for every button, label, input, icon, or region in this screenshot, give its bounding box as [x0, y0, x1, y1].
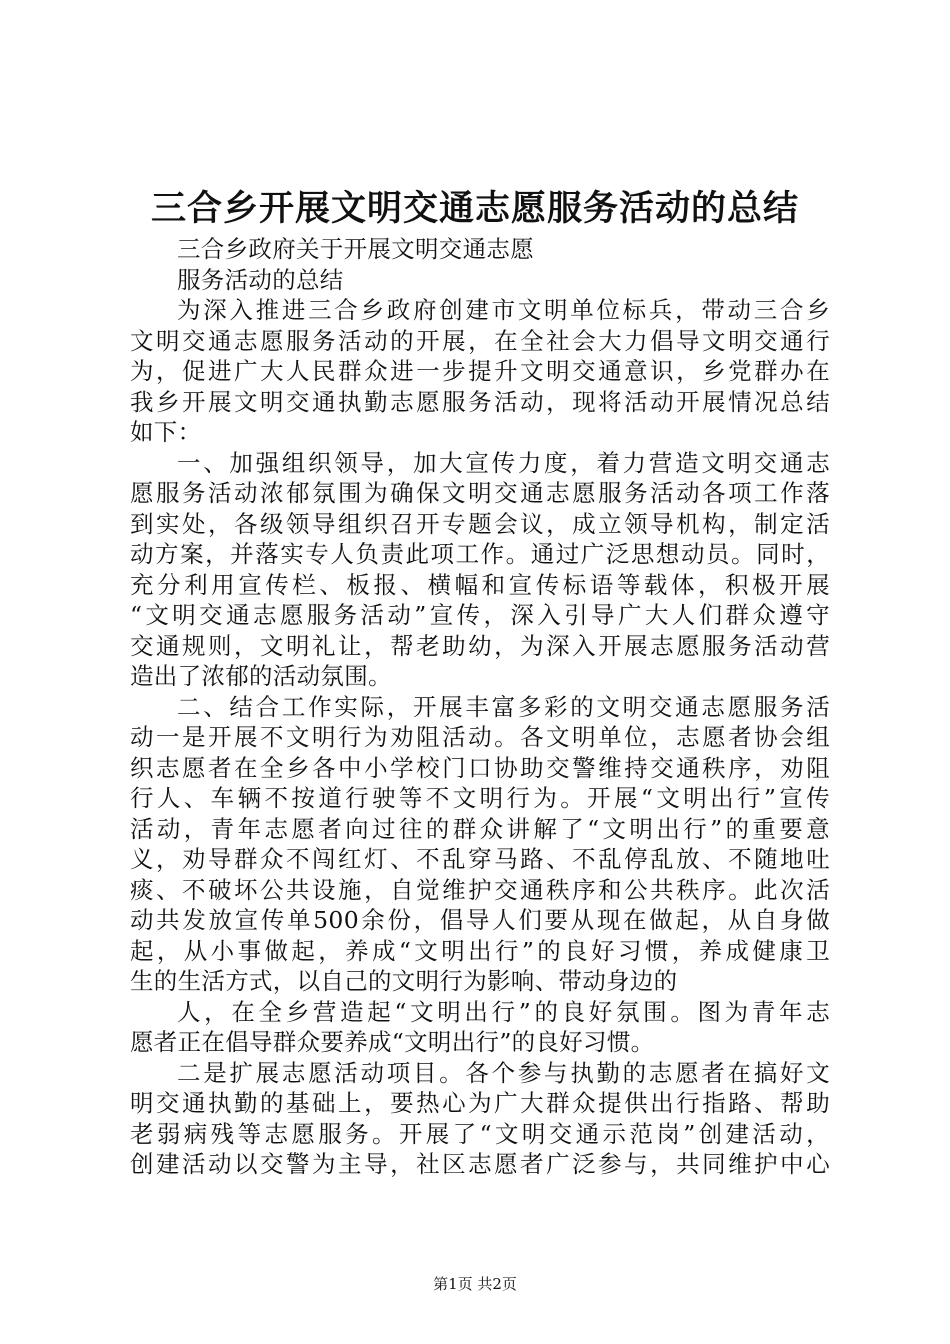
- body-line: 造出了浓郁的活动氛围。: [130, 662, 392, 690]
- body-line: 义，劝导群众不闯红灯、不乱穿马路、不乱停乱放、不随地吐: [130, 845, 830, 873]
- document-body: [130, 234, 830, 1180]
- body-line: “文明交通志愿服务活动”宣传，深入引导广大人们群众遵守: [130, 601, 830, 629]
- body-line: 为，促进广大人民群众进一步提升文明交通意识，乡党群办在: [130, 357, 830, 385]
- body-line: 为深入推进三合乡政府创建市文明单位标兵，带动三合乡: [177, 296, 830, 324]
- body-line: 我乡开展文明交通执勤志愿服务活动，现将活动开展情况总结: [130, 387, 830, 416]
- body-line: 一、加强组织领导，加大宣传力度，着力营造文明交通志: [177, 448, 830, 477]
- body-line: 动一是开展不文明行为劝阻活动。各文明单位，志愿者协会组: [130, 723, 830, 751]
- body-line: 服务活动的总结: [177, 265, 344, 294]
- body-line: 愿者正在倡导群众要养成“文明出行”的良好习惯。: [130, 1028, 655, 1056]
- body-line: 织志愿者在全乡各中小学校门口协助交警维持交通秩序，劝阻: [130, 753, 830, 782]
- document-title: 三合乡开展文明交通志愿服务活动的总结: [150, 188, 799, 229]
- body-line: 行人、车辆不按道行驶等不文明行为。开展“文明出行”宣传: [130, 784, 830, 812]
- body-line: 文明交通志愿服务活动的开展，在全社会大力倡导文明交通行: [130, 326, 830, 355]
- body-line: 动方案，并落实专人负责此项工作。通过广泛思想动员。同时，: [130, 540, 830, 568]
- body-line: 到实处，各级领导组织召开专题会议，成立领导机构，制定活: [130, 509, 830, 538]
- body-line: 痰、不破坏公共设施，自觉维护交通秩序和公共秩序。此次活: [130, 875, 830, 904]
- body-line: 生的生活方式，以自己的文明行为影响、带动身边的: [130, 967, 678, 995]
- page-footer: 第1页 共2页: [433, 1275, 517, 1293]
- body-line: 动共发放宣传单500余份，倡导人们要从现在做起，从自身做: [130, 906, 830, 934]
- body-line: 交通规则，文明礼让，帮老助幼，为深入开展志愿服务活动营: [130, 631, 830, 660]
- body-line: 愿服务活动浓郁氛围为确保文明交通志愿服务活动各项工作落: [130, 479, 830, 507]
- body-line: 二、结合工作实际，开展丰富多彩的文明交通志愿服务活: [177, 692, 830, 721]
- body-line: 明交通执勤的基础上，要热心为广大群众提供出行指路、帮助: [130, 1089, 830, 1117]
- body-line: 二是扩展志愿活动项目。各个参与执勤的志愿者在搞好文: [177, 1058, 830, 1087]
- body-line: 充分利用宣传栏、板报、横幅和宣传标语等载体，积极开展: [130, 570, 830, 599]
- body-line: 人，在全乡营造起“文明出行”的良好氛围。图为青年志: [177, 997, 830, 1026]
- body-line: 活动，青年志愿者向过往的群众讲解了“文明出行”的重要意: [130, 814, 830, 843]
- body-line: 老弱病残等志愿服务。开展了“文明交通示范岗”创建活动，: [130, 1119, 830, 1148]
- body-line: 三合乡政府关于开展文明交通志愿: [177, 235, 534, 263]
- body-line: 起，从小事做起，养成“文明出行”的良好习惯，养成健康卫: [130, 936, 830, 965]
- body-line: 创建活动以交警为主导，社区志愿者广泛参与，共同维护中心: [130, 1150, 830, 1178]
- body-line: 如下：: [130, 418, 202, 446]
